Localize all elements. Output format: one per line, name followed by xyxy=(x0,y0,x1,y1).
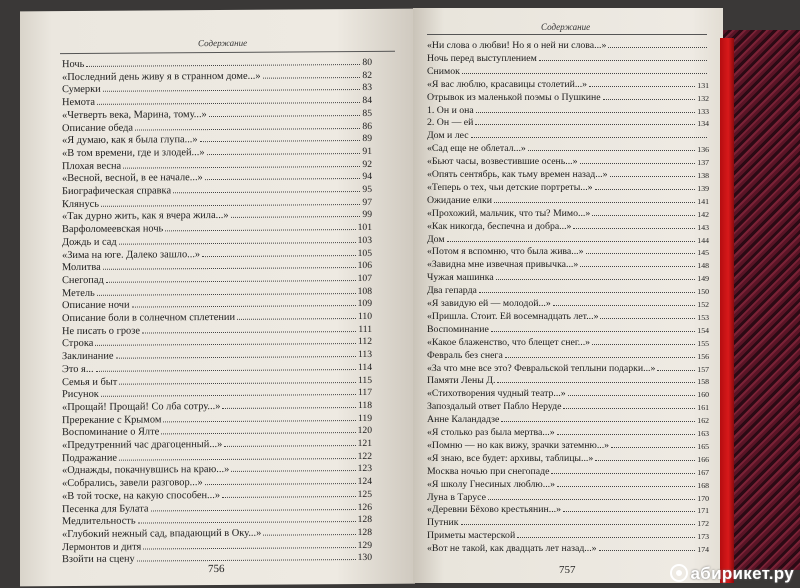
dot-leader xyxy=(573,228,695,229)
toc-entry-page: 171 xyxy=(697,506,709,516)
toc-entry xyxy=(427,154,709,167)
toc-entry xyxy=(427,412,709,425)
toc-entry-title: «Помню — но как вижу, зрачки затемню...» xyxy=(427,439,610,451)
toc-entry-page: 109 xyxy=(357,298,372,310)
toc-entry-page: 152 xyxy=(697,300,709,309)
toc-entry-title: Ожидание елки xyxy=(427,194,492,206)
toc-entry-title: «Я завидую ей — молодой...» xyxy=(427,298,551,309)
toc-entry-page: 110 xyxy=(357,310,372,323)
dot-leader xyxy=(132,305,356,308)
dot-leader xyxy=(589,86,695,87)
toc-entry-title: Путник xyxy=(427,517,459,529)
toc-entry xyxy=(427,438,709,451)
dot-leader xyxy=(603,99,696,100)
dot-leader xyxy=(173,191,360,193)
toc-entry-page: 148 xyxy=(697,261,709,271)
dot-leader xyxy=(497,382,695,383)
toc-entry xyxy=(427,309,709,322)
toc-entry-title: Взойти на сцену xyxy=(62,553,135,566)
page-header: Содержание xyxy=(541,22,591,32)
toc-entry xyxy=(427,386,709,399)
dot-leader xyxy=(600,318,695,319)
dot-leader xyxy=(595,189,696,190)
dot-leader xyxy=(222,407,356,409)
toc-entry-title: Пререкание с Крымом xyxy=(62,413,162,426)
toc-entry-page: 125 xyxy=(357,488,372,500)
dot-leader xyxy=(224,445,355,447)
toc-entry xyxy=(427,515,709,528)
toc-entry-title: «Ни слова о любви! Но я о ней ни слова...» xyxy=(427,40,607,51)
dot-leader xyxy=(592,215,695,216)
toc-entry-title: Ночь перед выступлением xyxy=(427,52,537,64)
dot-leader xyxy=(106,280,356,283)
dot-leader xyxy=(101,394,356,397)
toc-entry-page: 139 xyxy=(697,183,709,193)
toc-entry-title: «Стихотворения чудный театр...» xyxy=(427,388,566,400)
toc-entry-title: «Я знаю, все будет: архивы, таблицы...» xyxy=(427,452,594,464)
toc-entry-title: Описание боли в солнечном сплетении xyxy=(62,311,236,325)
toc-entry xyxy=(427,296,709,309)
toc-entry-page: 92 xyxy=(362,158,372,170)
toc-entry-page: 101 xyxy=(357,222,372,234)
toc-entry-page: 118 xyxy=(357,399,372,411)
toc-entry-title: Ночь xyxy=(62,58,85,71)
toc-entry-page: 129 xyxy=(357,539,372,551)
dot-leader xyxy=(163,420,356,422)
toc-entry-page: 143 xyxy=(697,222,709,232)
dot-leader xyxy=(488,499,695,500)
toc-entry-page: 133 xyxy=(697,106,709,116)
dot-leader xyxy=(505,357,695,358)
dot-leader xyxy=(657,370,695,371)
dot-leader xyxy=(608,47,707,48)
toc-entry xyxy=(427,502,709,515)
toc-entry-title: «Глубокий нежный сад, впадающий в Оку...» xyxy=(62,527,262,540)
toc-entry-page: 156 xyxy=(697,351,709,361)
toc-entry-page: 138 xyxy=(697,171,709,180)
dot-leader xyxy=(447,241,696,242)
toc-entry-page: 155 xyxy=(697,338,709,348)
toc-entry-page: 82 xyxy=(362,69,372,81)
toc-entry-title: «Я столько раз была мертва...» xyxy=(427,427,555,438)
toc-entry-page: 131 xyxy=(697,80,709,90)
toc-entry-page: 141 xyxy=(697,196,709,206)
toc-entry-title: Воспоминание о Ялте xyxy=(62,426,160,439)
dot-leader xyxy=(137,559,356,562)
dot-leader xyxy=(119,382,356,385)
circle-logo-icon xyxy=(670,564,688,582)
toc-entry-page: 157 xyxy=(697,364,709,374)
toc-entry-page: 136 xyxy=(697,145,709,155)
toc-entry-page: 170 xyxy=(697,493,709,503)
toc-entry-title: Не писать о грозе xyxy=(62,325,140,337)
toc-entry-title: Варфоломеевская ночь xyxy=(62,223,164,236)
dot-leader xyxy=(471,137,707,138)
dot-leader xyxy=(496,279,696,280)
toc-entry-page: 145 xyxy=(697,248,709,258)
toc-entry-title: Немота xyxy=(62,96,96,109)
toc-entry-title: «Собрались, завели разговор...» xyxy=(62,477,203,490)
toc-entry-title: Снимок xyxy=(427,65,460,77)
right-page xyxy=(413,8,723,583)
toc-entry-title: Клянусь xyxy=(62,198,100,210)
toc-entry xyxy=(427,219,709,232)
toc-entry-page: 120 xyxy=(357,425,372,437)
toc-entry xyxy=(427,425,709,438)
dot-leader xyxy=(553,305,696,306)
toc-entry-title: Сумерки xyxy=(62,84,101,96)
toc-entry-page: 173 xyxy=(697,532,709,542)
toc-entry xyxy=(427,541,709,554)
toc-entry-title: Подражание xyxy=(62,452,118,464)
dot-leader xyxy=(528,150,696,151)
toc-entry-page: 94 xyxy=(362,171,372,183)
toc-entry-page: 112 xyxy=(357,336,372,348)
dot-leader xyxy=(586,253,696,254)
toc-entry-page: 95 xyxy=(362,183,372,195)
toc-entry-title: «Зима на юге. Далеко зашло...» xyxy=(62,248,201,261)
toc-entry-title: «Я школу Гнесиных люблю...» xyxy=(427,478,555,490)
toc-entry-title: Это я... xyxy=(62,363,94,375)
toc-entry-page: 107 xyxy=(357,272,372,284)
dot-leader xyxy=(202,255,355,257)
toc-entry xyxy=(427,128,709,141)
toc-entry-title: «Прощай! Прощай! Со лба сотру...» xyxy=(62,400,221,413)
dot-leader xyxy=(209,115,361,117)
toc-entry-page: 122 xyxy=(357,450,372,462)
dot-leader xyxy=(595,460,695,461)
toc-entry-title: «Пришла. Стоит. Ей восемнадцать лет...» xyxy=(427,310,599,322)
left-page xyxy=(20,9,415,587)
dot-leader xyxy=(501,421,695,422)
dot-leader xyxy=(462,73,707,74)
toc-entry-title: Февраль без снега xyxy=(427,349,503,361)
toc-entry-title: «Деревни Бёхово крестьянин...» xyxy=(427,504,561,516)
dot-leader xyxy=(96,369,356,372)
header-rule xyxy=(427,34,707,35)
toc-entry-page: 162 xyxy=(697,416,709,426)
dot-leader xyxy=(580,266,695,267)
dot-leader xyxy=(563,408,695,409)
toc-entry-title: Биографическая справка xyxy=(62,185,172,198)
page-number: 756 xyxy=(208,562,225,576)
toc-entry-title: Запоздалый ответ Пабло Неруде xyxy=(427,401,562,413)
toc-entry-title: Приметы мастерской xyxy=(427,530,516,542)
toc-entry xyxy=(427,193,709,206)
toc-entry xyxy=(427,283,709,296)
dot-leader xyxy=(151,509,356,511)
page-header: Содержание xyxy=(198,37,248,49)
dot-leader xyxy=(580,163,696,164)
toc-entry-page: 114 xyxy=(357,361,372,373)
dot-leader xyxy=(119,242,356,245)
toc-entry-title: «Как никогда, беспечна и добра...» xyxy=(427,220,572,232)
toc-entry-page: 113 xyxy=(357,349,372,361)
toc-entry-title: Москва ночью при снегопаде xyxy=(427,465,550,477)
dot-leader xyxy=(86,64,360,67)
dot-leader xyxy=(135,128,360,131)
toc-entry xyxy=(427,464,709,477)
toc-entry-title: Памяти Лены Д. xyxy=(427,375,496,387)
toc-entry-page: 150 xyxy=(697,287,709,297)
toc-entry-title: «Я думаю, как я была глупа...» xyxy=(62,134,198,147)
toc-entry-page: 134 xyxy=(697,119,709,129)
toc-entry xyxy=(427,399,709,412)
toc-entry xyxy=(427,490,709,503)
toc-entry-title: «Я вас люблю, красавицы столетий...» xyxy=(427,78,588,90)
toc-entry-page: 86 xyxy=(362,120,372,132)
toc-entry-title: «В той тоске, на какую способен...» xyxy=(62,489,221,502)
dot-leader xyxy=(263,534,355,536)
toc-entry-page: 160 xyxy=(697,390,709,400)
toc-entry-title: Дом xyxy=(427,233,445,245)
red-endpaper xyxy=(720,38,734,583)
dot-leader xyxy=(165,229,355,231)
toc-entry xyxy=(427,373,709,386)
dot-leader xyxy=(142,331,356,333)
toc-entry-page: 124 xyxy=(357,476,372,488)
toc-entry-title: «Сад еще не облетал...» xyxy=(427,143,526,155)
dot-leader xyxy=(461,524,696,525)
dot-leader xyxy=(599,550,696,551)
toc-entry-page: 130 xyxy=(357,552,372,564)
dot-leader xyxy=(494,202,695,203)
toc-entry-title: «За что мне все это? Февральской теплыни подарки...» xyxy=(427,362,656,374)
toc-entry xyxy=(427,451,709,464)
toc-entry-page: 137 xyxy=(697,158,709,168)
toc-entry xyxy=(427,335,709,348)
toc-entry xyxy=(427,361,709,374)
header-rule xyxy=(60,51,395,54)
toc-entry-title: «Весной, весной, в ее начале...» xyxy=(62,172,203,185)
dot-leader xyxy=(205,178,361,180)
toc-entry-title: Два гепарда xyxy=(427,285,477,297)
toc-entry-title: Лермонтов и дитя xyxy=(62,541,142,553)
toc-entry-title: «Какое блаженство, что блещет снег...» xyxy=(427,336,591,348)
toc-entry xyxy=(427,257,709,270)
toc-entry xyxy=(427,64,709,77)
dot-leader xyxy=(116,356,356,359)
toc-entry-title: Семья и быт xyxy=(62,376,118,388)
dot-leader xyxy=(97,293,356,296)
toc-entry-page: 158 xyxy=(697,377,709,387)
toc-entry-page: 167 xyxy=(697,467,709,477)
toc-entry-page: 99 xyxy=(362,209,372,221)
dot-leader xyxy=(222,496,356,498)
dot-leader xyxy=(491,331,695,332)
toc-entry-title: Метель xyxy=(62,287,95,299)
toc-entry-page: 161 xyxy=(697,403,709,413)
dot-leader xyxy=(568,395,696,396)
dot-leader xyxy=(95,343,356,346)
toc-entry-page: 168 xyxy=(697,480,709,490)
toc-entry-page: 115 xyxy=(357,374,372,386)
toc-entry-title: «Предутренний час драгоценный...» xyxy=(62,438,223,452)
toc-entry-title: «Четверть века, Марина, тому...» xyxy=(62,108,207,121)
toc-entry-title: 1. Он и она xyxy=(427,104,474,116)
toc-entry-page: 174 xyxy=(697,545,709,555)
toc-entry-title: «Однажды, покачнувшись на краю...» xyxy=(62,464,230,477)
toc-entry-title: Дождь и сад xyxy=(62,236,117,248)
dot-leader xyxy=(263,77,361,79)
toc-entry-page: 84 xyxy=(362,95,372,107)
dot-leader xyxy=(138,521,356,524)
toc-entry-title: Медлительность xyxy=(62,515,136,528)
toc-entry-page: 108 xyxy=(357,285,372,297)
dot-leader xyxy=(101,204,360,207)
dot-leader xyxy=(231,216,361,218)
toc-entry xyxy=(427,180,709,193)
toc-entry-page: 126 xyxy=(357,501,372,513)
dot-leader xyxy=(610,176,696,177)
toc-entry xyxy=(427,77,709,90)
toc-entry xyxy=(427,115,709,128)
toc-entry-title: «Завидна мне извечная привычка...» xyxy=(427,259,579,271)
dot-leader xyxy=(563,511,695,512)
toc-entry-title: Дом и лес xyxy=(427,130,469,142)
site-watermark xyxy=(670,564,794,584)
toc-entry-title: «Теперь о тех, чьи детские портреты...» xyxy=(427,181,593,193)
toc-entry-page: 128 xyxy=(357,514,372,526)
toc-entry-page: 91 xyxy=(362,145,372,157)
toc-entry-page: 163 xyxy=(697,429,709,438)
dot-leader xyxy=(161,432,355,434)
toc-entry xyxy=(427,244,709,257)
toc-entry-page: 154 xyxy=(697,325,709,335)
toc-entry-page: 128 xyxy=(357,526,372,538)
toc-entry-title: Рисунок xyxy=(62,389,99,401)
toc-entry-page: 123 xyxy=(357,463,372,475)
toc-entry xyxy=(427,232,709,245)
toc-entry-title: «Бьют часы, возвестившие осень...» xyxy=(427,156,578,168)
toc-entry-page: 117 xyxy=(357,387,372,399)
toc-entry-title: «Последний день живу я в странном доме...» xyxy=(62,70,261,83)
toc-entry xyxy=(427,103,709,116)
page-number: 757 xyxy=(559,564,576,576)
dot-leader xyxy=(539,60,707,61)
dot-leader xyxy=(123,166,360,169)
toc-entry-page: 80 xyxy=(362,56,372,68)
toc-entry xyxy=(427,322,709,335)
toc-entry-title: Воспоминание xyxy=(427,323,489,335)
toc-entry-title: Чужая машинка xyxy=(427,272,494,284)
toc-entry-page: 111 xyxy=(358,323,372,335)
toc-entry-title: «Так дурно жить, как я вчера жила...» xyxy=(62,210,229,223)
toc-entry-page: 85 xyxy=(362,107,372,119)
dot-leader xyxy=(557,486,695,487)
toc-entry xyxy=(427,206,709,219)
toc-entry xyxy=(427,477,709,490)
toc-entry-page: 97 xyxy=(362,196,372,208)
toc-entry-title: «Потом я вспомню, что была жива...» xyxy=(427,246,584,258)
toc-entry-title: Плохая весна xyxy=(62,160,122,172)
dot-leader xyxy=(103,267,356,270)
toc-entry-page: 106 xyxy=(357,260,372,272)
dot-leader xyxy=(143,547,355,549)
dot-leader xyxy=(97,102,360,105)
dot-leader xyxy=(200,140,361,142)
toc-entry-title: Отрывок из маленькой поэмы о Пушкине xyxy=(427,91,601,103)
toc-entry-title: «Опять сентябрь, как тьму времен назад...» xyxy=(427,169,608,180)
dot-leader xyxy=(611,447,695,448)
toc-entry-page: 142 xyxy=(697,209,709,219)
toc-entry-title: Описание обеда xyxy=(62,122,134,134)
toc-entry-title: Анне Каландадзе xyxy=(427,414,500,426)
toc-entry-page: 132 xyxy=(697,93,709,103)
dot-leader xyxy=(119,458,356,461)
toc-entry-title: Молитва xyxy=(62,262,101,274)
dot-leader xyxy=(207,153,361,155)
dot-leader xyxy=(205,483,356,485)
toc-entry xyxy=(427,167,709,180)
toc-entry-title: «Прохожий, мальчик, что ты? Мимо...» xyxy=(427,207,591,219)
watermark-text: абирикет.ру xyxy=(690,564,794,583)
dot-leader xyxy=(475,124,695,125)
toc-entry xyxy=(427,348,709,361)
toc-entry-title: 2. Он — ей xyxy=(427,117,474,129)
toc-entry-title: Луна в Тарусе xyxy=(427,491,486,503)
toc-entry-page: 119 xyxy=(357,412,372,424)
toc-entry xyxy=(427,38,709,51)
toc-entry-page: 103 xyxy=(357,234,372,246)
toc-entry-page: 83 xyxy=(362,82,372,94)
toc-entry xyxy=(427,141,709,154)
toc-entry-page: 172 xyxy=(697,519,709,529)
toc-entry-page: 121 xyxy=(357,437,372,450)
dot-leader xyxy=(557,434,696,435)
toc-entry-title: Описание ночи xyxy=(62,299,130,312)
toc-entry-title: «Вот не такой, как двадцать лет назад...» xyxy=(427,543,597,555)
toc-entry-page: 144 xyxy=(697,235,709,245)
dot-leader xyxy=(231,470,355,472)
dot-leader xyxy=(517,537,695,538)
toc-entry xyxy=(427,270,709,283)
toc-entry-page: 153 xyxy=(697,312,709,322)
dot-leader xyxy=(592,344,695,345)
dot-leader xyxy=(479,292,695,293)
toc-entry-page: 166 xyxy=(697,454,709,464)
toc-entry-page: 105 xyxy=(357,247,372,259)
toc-entry-page: 165 xyxy=(697,441,709,451)
toc-entry-title: Снегопад xyxy=(62,274,104,286)
toc-entry-title: Заклинание xyxy=(62,350,114,363)
toc-entry xyxy=(427,51,709,64)
dot-leader xyxy=(237,318,356,320)
toc-entry-title: Песенка для Булата xyxy=(62,502,149,515)
toc-entry xyxy=(427,90,709,103)
dot-leader xyxy=(551,473,695,474)
toc-entry-title: «В том времени, где и злодей...» xyxy=(62,146,205,159)
toc-entry-page: 89 xyxy=(362,133,372,145)
toc-entry-title: Строка xyxy=(62,338,94,350)
dot-leader xyxy=(476,112,696,113)
toc-entry-page: 149 xyxy=(697,274,709,284)
dot-leader xyxy=(103,89,361,92)
toc-entry xyxy=(427,528,709,541)
